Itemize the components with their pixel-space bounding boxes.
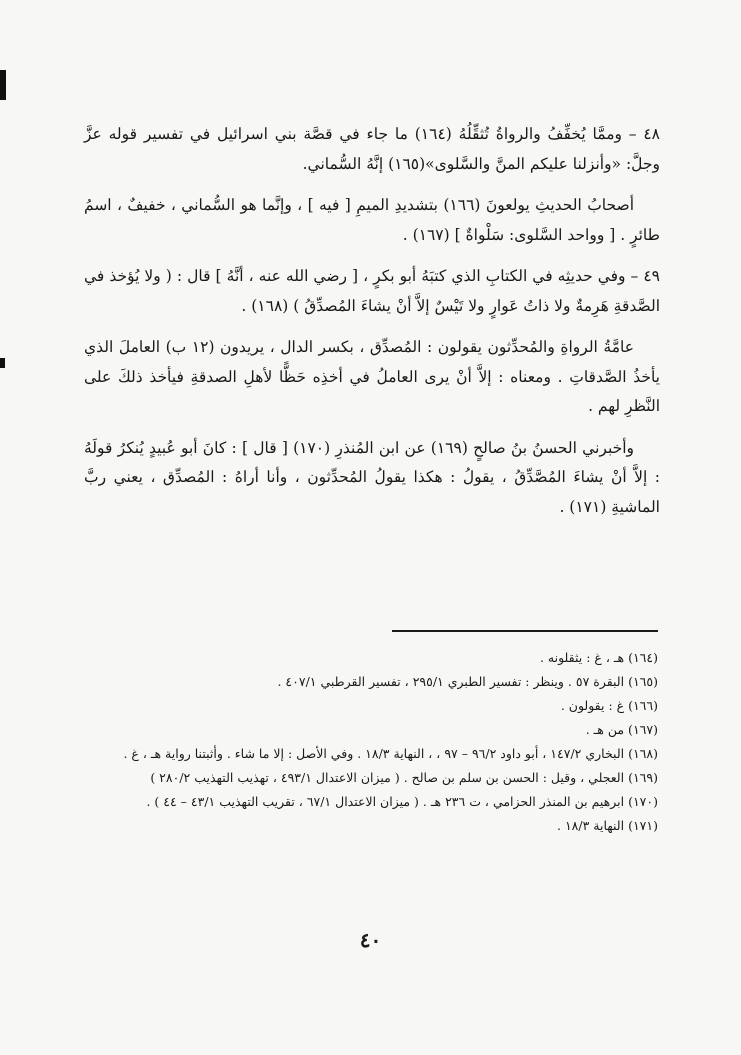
footnote-164: (١٦٤) هـ ، غ : يثقلونه . (539, 650, 658, 665)
footnote-166: (١٦٦) غ : يقولون . (560, 698, 658, 713)
scan-edge-mark (0, 70, 6, 100)
page-number: ٤٠ (359, 928, 382, 952)
paragraph-48: ٤٨ – وممَّا يُخفِّفُ والرواةُ تُثقِّلُهُ (١٦٤) ما جاء في قصَّة بني اسرائيل في تفسير قوله عزَّ وجلَّ: «وأنزلنا عليكم المنَّ والسَّلوى»(١٦٥) إنَّهُ السُّماني. (84, 125, 660, 173)
footnote-167: (١٦٧) من هـ . (585, 722, 658, 737)
paragraph-49-commentary: عامَّةُ الرواةِ والمُحدِّثون يقولون : المُصدِّق ، بكسر الدال ، يريدون (١٢ ب) العاملَ الذي يأخذُ الصَّدقاتِ . ومعناه : إلاَّ أنْ يرى العاملُ في أخذِه حَظًّا لأهلِ الصدقةِ فيأخذ ذلكَ على النَّظرِ لهم . (84, 338, 660, 415)
footnote-169: (١٦٩) العجلي ، وقيل : الحسن بن سلم بن صالح . ( ميزان الاعتدال ٤٩٣/١ ، تهذيب التهذيب ٢٨٠/٢ ) (150, 770, 658, 785)
paragraph-48-commentary: أصحابُ الحديثِ يولعونَ (١٦٦) بتشديدِ الميمِ [ فيه ] ، وإنَّما هو السُّماني ، خفيفٌ ، اسمُ طائرٍ . [ وواحد السَّلوى: سَلْواةٌ ] (١٦٧) . (84, 196, 660, 244)
footnote-165: (١٦٥) البقرة ٥٧ . وينظر : تفسير الطبري ٢٩٥/١ ، تفسير القرطبي ٤٠٧/١ . (277, 674, 658, 689)
scan-edge-mark (0, 358, 5, 368)
main-text (84, 120, 660, 534)
footnote-171: (١٧١) النهاية ١٨/٣ . (557, 818, 658, 833)
footnote-170: (١٧٠) ابرهيم بن المنذر الحزامي ، ت ٢٣٦ هـ . ( ميزان الاعتدال ٦٧/١ ، تقريب التهذيب ٤٣/١ – ٤٤ ) . (146, 794, 658, 809)
footnote-168: (١٦٨) البخاري ١٤٧/٢ ، أبو داود ٩٦/٢ – ٩٧ ، ، النهاية ١٨/٣ . وفي الأصل : إلا ما شاء . وأثبتنا رواية هـ ، غ . (123, 746, 658, 761)
paragraph-49-report: وأخبرني الحسنُ بنُ صالحٍ (١٦٩) عن ابن المُنذرِ (١٧٠) [ قال ] : كانَ أبو عُبيدٍ يُنكرُ قولَهُ : إلاَّ أنْ يشاءَ المُصَّدِّقُ ، يقولُ : هكذا يقولُ المُحدِّثون ، وأنا أراهُ : المُصدِّق ، يعني ربَّ الماشيةِ (١٧١) . (84, 438, 660, 516)
footnotes (84, 646, 658, 838)
paragraph-49: ٤٩ – وفي حديثِه في الكتابِ الذي كتبَهُ أبو بكرٍ ، [ رضي الله عنه ، أنَّهُ ] قال : ( ولا يُؤخذ في الصَّدقةِ هَرِمةٌ ولا ذاتُ عَوارٍ ولا تَيْسٌ إلاَّ أنْ يشاءَ المُصدِّقُ ) (١٦٨) . (84, 267, 660, 315)
footnote-divider (392, 630, 658, 632)
